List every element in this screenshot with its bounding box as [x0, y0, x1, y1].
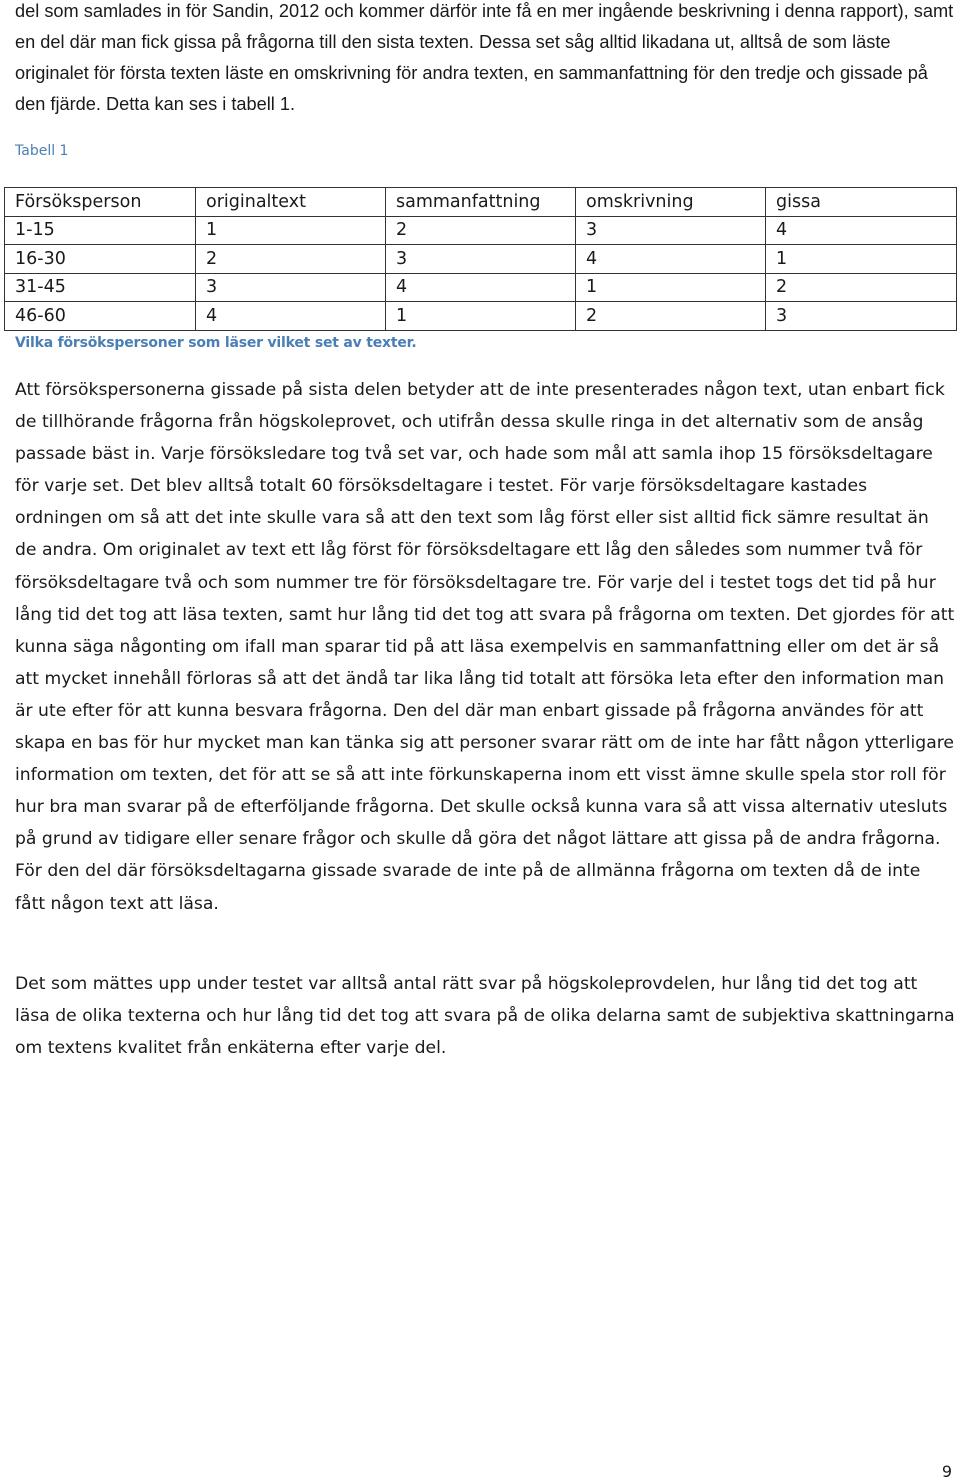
table-cell: 1 [196, 216, 386, 245]
table-cell: 3 [576, 216, 766, 245]
table-header-cell: omskrivning [576, 188, 766, 217]
table-header-cell: originaltext [196, 188, 386, 217]
assignment-table [4, 187, 957, 331]
table-cell: 2 [386, 216, 576, 245]
table-cell: 16-30 [5, 245, 196, 274]
table-header-cell: gissa [766, 188, 957, 217]
table-cell: 1 [766, 245, 957, 274]
table-cell: 46-60 [5, 302, 196, 331]
table-header-cell: Försöksperson [5, 188, 196, 217]
table-caption-title: Tabell 1 [15, 143, 69, 159]
table-row [5, 273, 957, 302]
table-cell: 4 [766, 216, 957, 245]
table-cell: 4 [196, 302, 386, 331]
table-cell: 2 [196, 245, 386, 274]
table-row [5, 216, 957, 245]
table-cell: 4 [576, 245, 766, 274]
table-cell: 2 [766, 273, 957, 302]
table-caption-description: Vilka försökspersoner som läser vilket set av texter. [15, 335, 417, 351]
page-number: 9 [941, 1462, 952, 1481]
body-paragraph: Att försökspersonerna gissade på sista delen betyder att de inte presenterades någon text, utan enbart fick de tillhörande frågorna från högskoleprovet, och utifrån dessa skulle ringa in det alternativ som de ansåg passade bäst in. Varje försöksledare tog två set var, och hade som mål att samla ihop 15 försöksdeltagare för varje set. Det blev alltså totalt 60 försöksdeltagare i testet. För varje försöksdeltagare kastades ordningen om så att det inte skulle vara så att den text som låg först eller sist alltid fick sämre resultat än de andra. Om originalet av text ett låg först för försöksdeltagare ett låg den således som nummer två för försöksdeltagare två och som nummer tre för försöksdeltagare tre. För varje del i testet togs det tid på hur lång tid det tog att läsa texten, samt hur lång tid det tog att svara på frågorna om texten. Det gjordes för att kunna säga någonting om ifall man sparar tid på att läsa exempelvis en sammanfattning eller om det är så att mycket innehåll förloras så att det ändå tar lika lång tid totalt att försöka leta efter den information man är ute efter för att kunna besvara frågorna. Den del där man enbart gissade på frågorna användes för att skapa en bas för hur mycket man kan tänka sig att personer svarar rätt om de inte har fått någon ytterligare information om texten, det för att se så att inte förkunskaperna inom ett visst ämne skulle spela stor roll för hur bra man svarar på de efterföljande frågorna. Det skulle också kunna vara så att vissa alternativ utesluts på grund av tidigare eller senare frågor och skulle då göra det något lättare att gissa på de andra frågorna. För den del där försöksdeltagarna gissade svarade de inte på de allmänna frågorna om texten då de inte fått någon text att läsa. [15, 380, 955, 914]
body-paragraph: Det som mättes upp under testet var alltså antal rätt svar på högskoleprovdelen, hur lång tid det tog att läsa de olika texterna och hur lång tid det tog att svara på de olika delarna samt de subjektiva skattningarna om textens kvalitet från enkäterna efter varje del. [15, 974, 955, 1059]
table-cell: 2 [576, 302, 766, 331]
table-header-cell: sammanfattning [386, 188, 576, 217]
table-cell: 1 [386, 302, 576, 331]
table-row [5, 245, 957, 274]
table-cell: 31-45 [5, 273, 196, 302]
table-cell: 3 [386, 245, 576, 274]
table-cell: 4 [386, 273, 576, 302]
intro-paragraph: del som samlades in för Sandin, 2012 och kommer därför inte få en mer ingående beskrivning i denna rapport), samt en del där man fick gissa på frågorna till den sista texten. Dessa set såg alltid likadana ut, alltså de som läste originalet för första texten läste en omskrivning för andra texten, en sammanfattning för den tredje och gissade på den fjärde. Detta kan ses i tabell 1. [15, 1, 954, 114]
table-cell: 3 [766, 302, 957, 331]
table-header-row [5, 188, 957, 217]
table-cell: 1-15 [5, 216, 196, 245]
table-cell: 3 [196, 273, 386, 302]
table-cell: 1 [576, 273, 766, 302]
table-row [5, 302, 957, 331]
